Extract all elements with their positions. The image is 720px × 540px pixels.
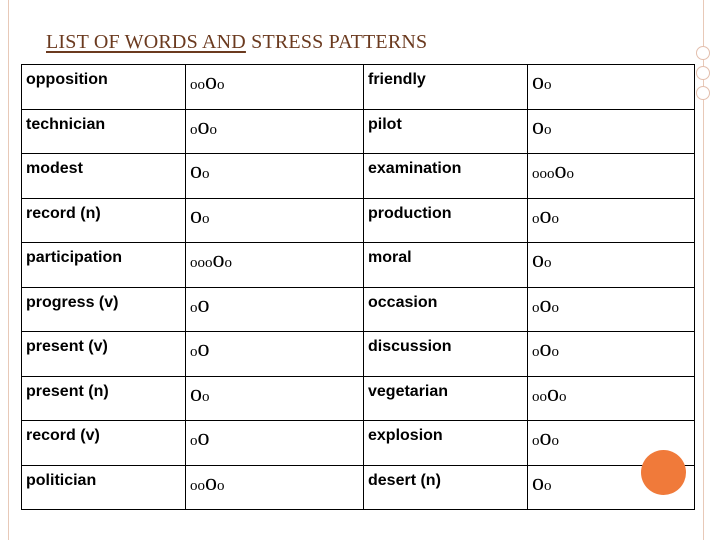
- stress-pattern-cell: oo: [186, 421, 364, 466]
- word-cell: discussion: [364, 332, 528, 377]
- table-row: [22, 421, 695, 466]
- stress-pattern-cell: oo: [186, 332, 364, 377]
- word-cell: occasion: [364, 287, 528, 332]
- stress-pattern-cell: oo: [186, 154, 364, 199]
- stress-pattern-cell: oo: [528, 243, 695, 288]
- title-rest: STRESS PATTERNS: [245, 31, 428, 53]
- word-cell: technician: [22, 109, 186, 154]
- decorative-circle: [696, 66, 710, 80]
- stress-pattern-cell: oo: [528, 65, 695, 110]
- word-cell: record (v): [22, 421, 186, 466]
- word-cell: moral: [364, 243, 528, 288]
- word-cell: vegetarian: [364, 376, 528, 421]
- word-stress-table-body: [22, 65, 695, 510]
- stress-pattern-cell: oo: [186, 198, 364, 243]
- stress-pattern-cell: oo: [528, 109, 695, 154]
- table-row: [22, 243, 695, 288]
- word-cell: production: [364, 198, 528, 243]
- word-cell: present (v): [22, 332, 186, 377]
- word-cell: examination: [364, 154, 528, 199]
- word-cell: explosion: [364, 421, 528, 466]
- title-underlined: LIST OF WORDS AND: [46, 31, 246, 53]
- word-cell: friendly: [364, 65, 528, 110]
- table-row: [22, 376, 695, 421]
- table-row: [22, 465, 695, 510]
- word-cell: progress (v): [22, 287, 186, 332]
- table-row: [22, 287, 695, 332]
- word-cell: modest: [22, 154, 186, 199]
- stress-pattern-cell: oo: [528, 465, 695, 510]
- word-cell: record (n): [22, 198, 186, 243]
- frame-left-line: [8, 0, 9, 540]
- stress-pattern-cell: ooo: [528, 421, 695, 466]
- stress-pattern-cell: oooo: [186, 65, 364, 110]
- decorative-circle: [696, 86, 710, 100]
- word-cell: present (n): [22, 376, 186, 421]
- table-row: [22, 198, 695, 243]
- word-cell: desert (n): [364, 465, 528, 510]
- stress-pattern-cell: oo: [186, 287, 364, 332]
- table-row: [22, 332, 695, 377]
- word-cell: pilot: [364, 109, 528, 154]
- stress-pattern-cell: oooo: [528, 376, 695, 421]
- page-title: [46, 31, 427, 54]
- stress-pattern-cell: ooo: [528, 198, 695, 243]
- stress-pattern-cell: ooooo: [186, 243, 364, 288]
- stress-pattern-cell: ooo: [528, 332, 695, 377]
- word-stress-table: [21, 64, 695, 510]
- word-cell: politician: [22, 465, 186, 510]
- table-row: [22, 154, 695, 199]
- decorative-circle: [696, 46, 710, 60]
- stress-pattern-cell: oo: [186, 376, 364, 421]
- table-row: [22, 109, 695, 154]
- table-row: [22, 65, 695, 110]
- stress-pattern-cell: ooo: [528, 287, 695, 332]
- stress-pattern-cell: oooo: [186, 465, 364, 510]
- accent-circle: [641, 450, 686, 495]
- word-cell: participation: [22, 243, 186, 288]
- stress-pattern-cell: ooo: [186, 109, 364, 154]
- word-cell: opposition: [22, 65, 186, 110]
- stress-pattern-cell: ooooo: [528, 154, 695, 199]
- frame-right-line: [703, 0, 704, 540]
